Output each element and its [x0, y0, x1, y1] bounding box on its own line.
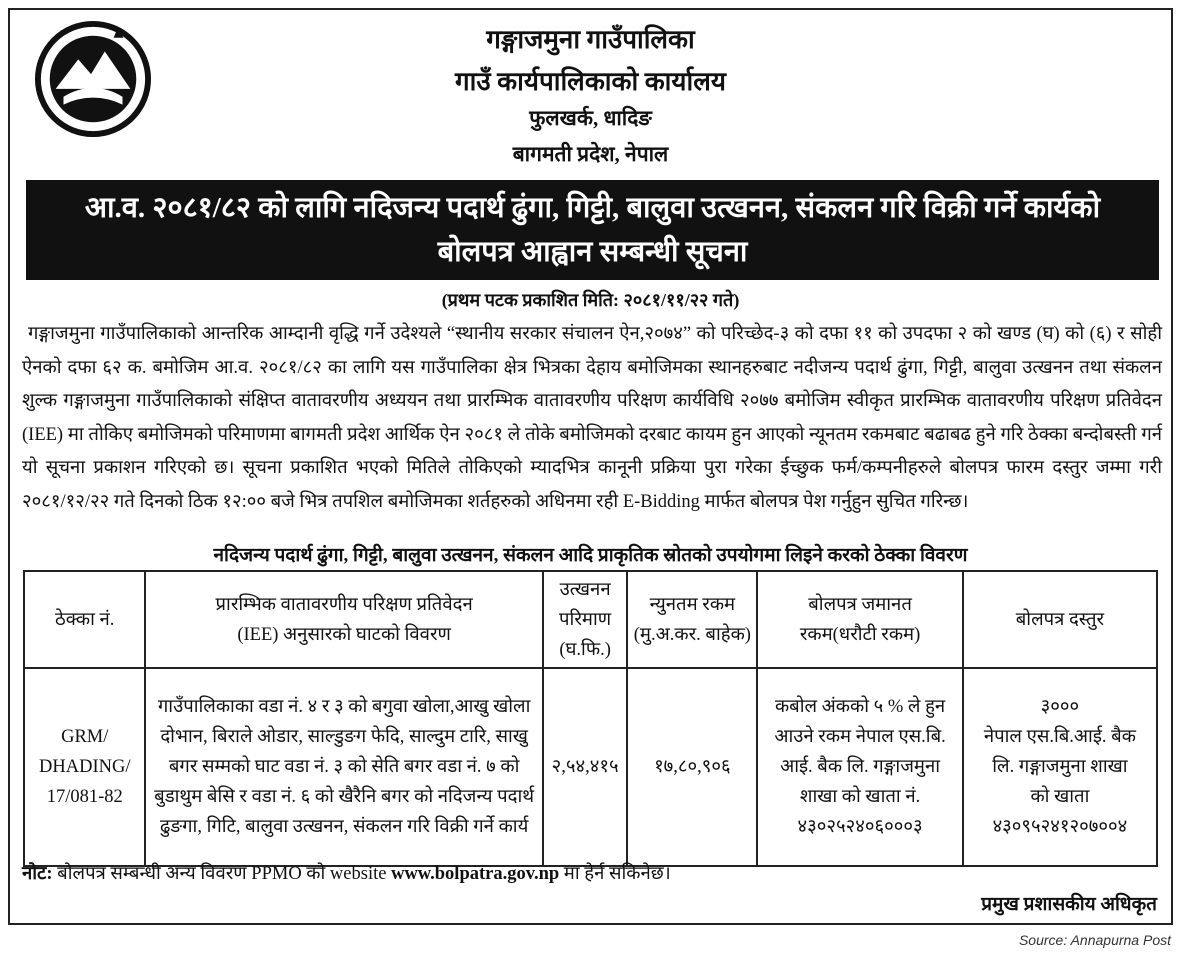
- publication-date: (प्रथम पटक प्रकाशित मिति: २०८१/११/२२ गते): [441, 290, 740, 310]
- notice-title-line1: आ.व. २०८१/८२ को लागि नदिजन्य पदार्थ ढुंगा, गिट्टी, बालुवा उत्खनन, संकलन गरि विक्री गर्ने कार्यको: [84, 192, 1101, 224]
- note-text: बोलपत्र सम्बन्धी अन्य विवरण PPMO को website: [57, 864, 387, 884]
- cell-bid-security: कबोल अंकको ५ % ले हुन आउने रकम नेपाल एस.बि. आई. बैक लि. गङ्गाजमुना शाखा को खाता नं. ४३०२५२४०६०००३: [757, 668, 963, 866]
- cell-bid-fee: [963, 668, 1157, 866]
- province: बागमती प्रदेश, नेपाल: [512, 142, 669, 166]
- bid-fee-account: नेपाल एस.बि.आई. बैक लि. गङ्गाजमुना शाखा को खाता ४३०९५२४१२०७००४: [983, 727, 1136, 837]
- header-min-amount: न्युनतम रकम (मु.अ.कर. बाहेक): [627, 571, 757, 668]
- municipality-name: गङ्गाजमुना गाउँपालिका: [486, 25, 695, 54]
- header-contract-no: ठेक्का नं.: [24, 571, 145, 668]
- notice-title-line2: बोलपत्र आह्वान सम्बन्धी सूचना: [437, 236, 748, 268]
- notice-title-banner: [26, 180, 1159, 280]
- cell-description: गाउँपालिकाका वडा नं. ४ र ३ को बगुवा खोला,आखु खोला दोभान, बिराले ओडार, साल्डुङग फेदि, साल्दुम टारि, साखु बगर सम्मको घाट वडा नं. ३ को सेति बगर वडा नं. ७ को बुडाथुम बेसि र वडा नं. ६ को खैरैनि बगर को नदिजन्य पदार्थ ढुङगा, गिटि, बालुवा उत्खनन, संकलन गरि विक्री गर्ने कार्य: [145, 668, 542, 866]
- header-quantity: उत्खनन परिमाण (घ.फि.): [543, 571, 628, 668]
- contract-table: [23, 570, 1158, 867]
- table-title: नदिजन्य पदार्थ ढुंगा, गिट्टी, बालुवा उत्खनन, संकलन आदि प्राकृतिक स्रोतको उपयोगमा लिइने करको ठेक्का विवरण: [213, 545, 968, 566]
- header-bid-security: बोलपत्र जमानत रकम(धरौटी रकम): [757, 571, 963, 668]
- header-bid-fee: बोलपत्र दस्तुर: [963, 571, 1157, 668]
- office-location: फुलखर्क, धादिङ: [529, 106, 652, 130]
- cell-min-amount: १७,८०,९०६: [627, 668, 757, 866]
- note-label: नोट:: [22, 864, 53, 884]
- note-text-end: मा हेर्न सकिनेछ।: [563, 864, 671, 884]
- note: [22, 860, 671, 885]
- source-credit: Source: Annapurna Post: [1018, 932, 1171, 948]
- office-name: गाउँ कार्यपालिकाको कार्यालय: [455, 67, 726, 96]
- signatory: प्रमुख प्रशासकीय अधिकृत: [981, 894, 1157, 915]
- cell-contract-no: GRM/ DHADING/ 17/081-82: [24, 668, 145, 866]
- cell-quantity: २,५४,४१५: [543, 668, 628, 866]
- header-description: प्रारम्भिक वातावरणीय परिक्षण प्रतिवेदन (IEE) अनुसारको घाटको विवरण: [145, 571, 542, 668]
- bid-fee-amount: ३०००: [1040, 697, 1080, 717]
- table-header-row: [24, 571, 1157, 668]
- website-link[interactable]: www.bolpatra.gov.np: [391, 864, 560, 884]
- notice-body: गङ्गाजमुना गाउँपालिकाको आन्तरिक आम्दानी वृद्धि गर्ने उदेश्यले “स्थानीय सरकार संचालन ऐन,२०७४” को परिच्छेद-३ को दफा ११ को उपदफा २ को खण्ड (घ) को (६) र सोही ऐनको दफा ६२ क. बमोजिम आ.व. २०८१/८२ का लागि यस गाउँपालिका क्षेत्र भित्रका देहाय बमोजिमका स्थानहरुबाट नदीजन्य पदार्थ ढुंगा, गिट्टी, बालुवा उत्खनन तथा संकलन शुल्क गङ्गाजमुना गाउँपालिकाको संक्षिप्त वातावरणीय अध्ययन तथा प्रारम्भिक वातावरणीय परिक्षण कार्यविधि २०७७ बमोजिम स्वीकृत प्रारम्भिक वातावरणीय परिक्षण प्रतिवेदन (IEE) मा तोकिए बमोजिमको परिमाणमा बागमती प्रदेश आर्थिक ऐन २०८१ ले तोके बमोजिमको दरबाट कायम हुन आएको न्यूनतम रकमबाट बढाबढ हुने गरि ठेक्का बन्दोबस्ती गर्न यो सूचना प्रकाशन गरिएको छ। सूचना प्रकाशित भएको मितिले तोकिएको म्यादभित्र कानूनी प्रक्रिया पुरा गरेका ईच्छुक फर्म/कम्पनीहरुले बोलपत्र फारम दस्तुर जम्मा गरी २०८१/१२/२२ गते दिनको ठिक १२:०० बजे भित्र तपशिल बमोजिमका शर्तहरुको अधिनमा रही E-Bidding मार्फत बोलपत्र पेश गर्नुहुन सुचित गरिन्छ।: [22, 324, 1162, 512]
- table-row: [24, 668, 1157, 866]
